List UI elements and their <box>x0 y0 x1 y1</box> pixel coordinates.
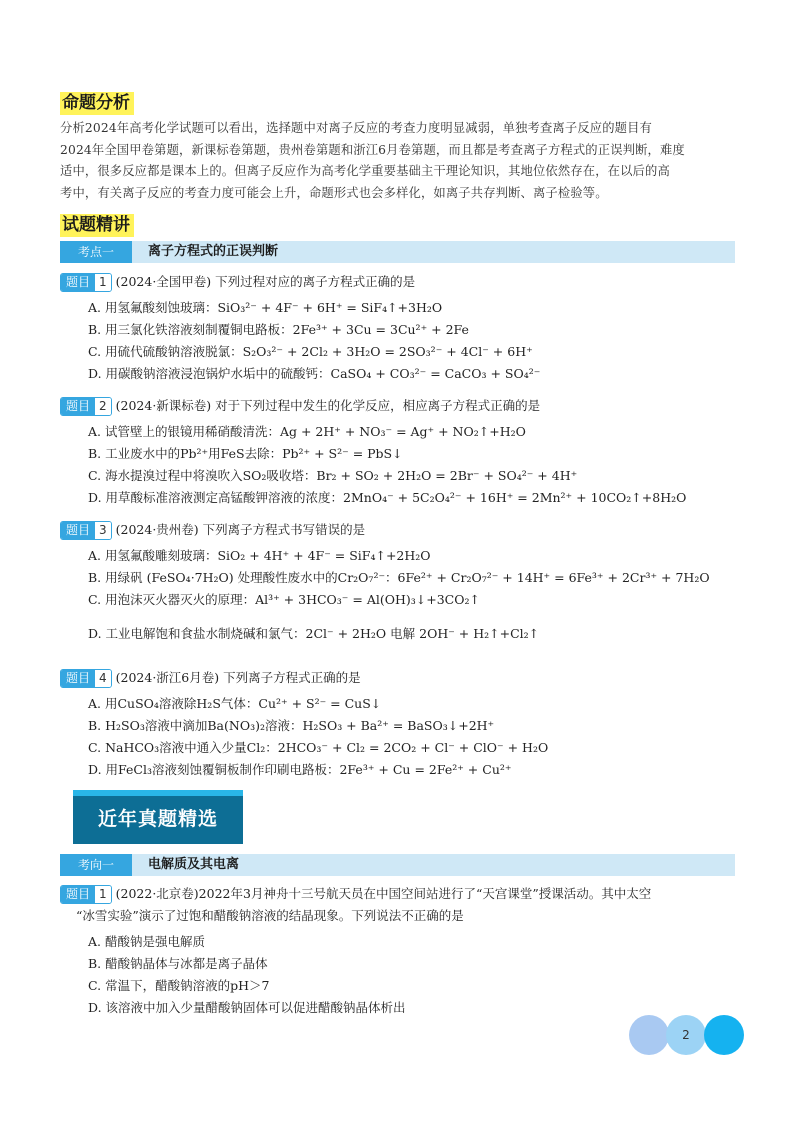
analysis-paragraph <box>60 118 740 204</box>
option-d: D. 用碳酸钠溶液浸泡锅炉水垢中的硫酸钙：CaSO₄ + CO₃²⁻ = CaCO₃ + SO₄²⁻ <box>88 366 541 381</box>
option-d: D. 用草酸标准溶液测定高锰酸钾溶液的浓度：2MnO₄⁻ + 5C₂O₄²⁻ + 16H⁺ = 2Mn²⁺ + 10CO₂↑+8H₂O <box>88 490 687 505</box>
analysis-heading <box>60 92 134 114</box>
recent-section-banner <box>73 790 243 844</box>
practice-heading <box>60 214 134 236</box>
option-a: A. 用CuSO₄溶液除H₂S气体：Cu²⁺ + S²⁻ = CuS↓ <box>88 696 382 711</box>
page-decor-circle <box>704 1015 744 1055</box>
topic-bar <box>60 241 735 263</box>
option-c: C. 海水提溴过程中将溴吹入SO₂吸收塔：Br₂ + SO₂ + 2H₂O = 2Br⁻ + SO₄²⁻ + 4H⁺ <box>88 468 578 483</box>
practice-title: 试题精讲 <box>60 214 134 237</box>
option-c: C. 用硫代硫酸钠溶液脱氯：S₂O₃²⁻ + 2Cl₂ + 3H₂O = 2SO₃²⁻ + 4Cl⁻ + 6H⁺ <box>88 344 533 359</box>
option-d: D. 该溶液中加入少量醋酸钠固体可以促进醋酸钠晶体析出 <box>88 1000 406 1015</box>
question-tag: 题目 1 <box>60 273 112 292</box>
question-stem: 题目 4 (2024·浙江6月卷) 下列离子方程式正确的是 <box>60 668 361 688</box>
option-d: D. 用FeCl₃溶液刻蚀覆铜板制作印刷电路板：2Fe³⁺ + Cu = 2Fe²⁺ + Cu²⁺ <box>88 762 512 777</box>
option-a: A. 试管壁上的银镜用稀硝酸清洗：Ag + 2H⁺ + NO₃⁻ = Ag⁺ + NO₂↑+H₂O <box>88 424 526 439</box>
analysis-line: 分析2024年高考化学试题可以看出，选择题中对离子反应的考查力度明显减弱，单独考查离子反应的题目有 <box>60 121 653 135</box>
topic-label: 离子方程式的正误判断 <box>148 244 279 259</box>
question-stem: 题目 1 (2022·北京卷)2022年3月神舟十三号航天员在中国空间站进行了“天宫课堂”授课活动。其中太空 <box>60 884 651 904</box>
recent-title: 近年真题精选 <box>97 808 218 830</box>
option-b: B. 用三氯化铁溶液刻制覆铜电路板：2Fe³⁺ + 3Cu = 3Cu²⁺ + 2Fe <box>88 322 469 337</box>
option-b: B. 用绿矾 (FeSO₄·7H₂O) 处理酸性废水中的Cr₂O₇²⁻：6Fe²⁺ + Cr₂O₇²⁻ + 14H⁺ = 6Fe³⁺ + 2Cr³⁺ + 7H₂O <box>88 570 710 585</box>
question-stem-continued: “冰雪实验”演示了过饱和醋酸钠溶液的结晶现象。下列说法不正确的是 <box>76 908 464 923</box>
question-stem: 题目 1 (2024·全国甲卷) 下列过程对应的离子方程式正确的是 <box>60 272 415 292</box>
analysis-line: 适中，很多反应都是课本上的。但离子反应作为高考化学重要基础主干理论知识，其地位依然存在，在以后的高 <box>60 164 670 178</box>
analysis-title: 命题分析 <box>60 92 134 115</box>
direction-bar <box>60 854 735 876</box>
option-c: C. NaHCO₃溶液中通入少量Cl₂：2HCO₃⁻ + Cl₂ = 2CO₂ + Cl⁻ + ClO⁻ + H₂O <box>88 740 549 755</box>
topic-tag: 考点一 <box>60 241 132 263</box>
option-a: A. 醋酸钠是强电解质 <box>88 934 205 949</box>
analysis-line: 考中，有关离子反应的考查力度可能会上升，命题形式也会多样化，如离子共存判断、离子检验等。 <box>60 185 608 200</box>
question-stem: 题目 3 (2024·贵州卷) 下列离子方程式书写错误的是 <box>60 520 365 540</box>
direction-label: 电解质及其电离 <box>148 857 240 872</box>
question-stem: 题目 2 (2024·新课标卷) 对于下列过程中发生的化学反应，相应离子方程式正确的是 <box>60 396 540 416</box>
question-tag: 题目 3 <box>60 521 112 540</box>
direction-tag: 考向一 <box>60 854 132 876</box>
option-c: C. 用泡沫灭火器灭火的原理：Al³⁺ + 3HCO₃⁻ = Al(OH)₃↓+3CO₂↑ <box>88 592 480 607</box>
page-number: 2 <box>666 1015 706 1055</box>
analysis-line: 2024年全国甲卷第题，新课标卷第题，贵州卷第题和浙江6月卷第题，而且都是考查离子方程式的正误判断，难度 <box>60 142 685 157</box>
option-a: A. 用氢氟酸刻蚀玻璃：SiO₃²⁻ + 4F⁻ + 6H⁺ = SiF₄↑+3H₂O <box>88 300 443 315</box>
option-b: B. 醋酸钠晶体与冰都是离子晶体 <box>88 956 268 971</box>
option-c: C. 常温下，醋酸钠溶液的pH＞7 <box>88 978 270 993</box>
option-a: A. 用氢氟酸雕刻玻璃：SiO₂ + 4H⁺ + 4F⁻ = SiF₄↑+2H₂O <box>88 548 431 563</box>
option-d: D. 工业电解饱和食盐水制烧碱和氯气：2Cl⁻ + 2H₂O 电解 2OH⁻ + H₂↑+Cl₂↑ <box>88 626 540 641</box>
option-b: B. 工业废水中的Pb²⁺用FeS去除：Pb²⁺ + S²⁻ = PbS↓ <box>88 446 403 461</box>
option-b: B. H₂SO₃溶液中滴加Ba(NO₃)₂溶液：H₂SO₃ + Ba²⁺ = BaSO₃↓+2H⁺ <box>88 718 495 733</box>
question-tag: 题目 2 <box>60 397 112 416</box>
question-tag: 题目 1 <box>60 885 112 904</box>
question-tag: 题目 4 <box>60 669 112 688</box>
page-decor-circle <box>629 1015 669 1055</box>
